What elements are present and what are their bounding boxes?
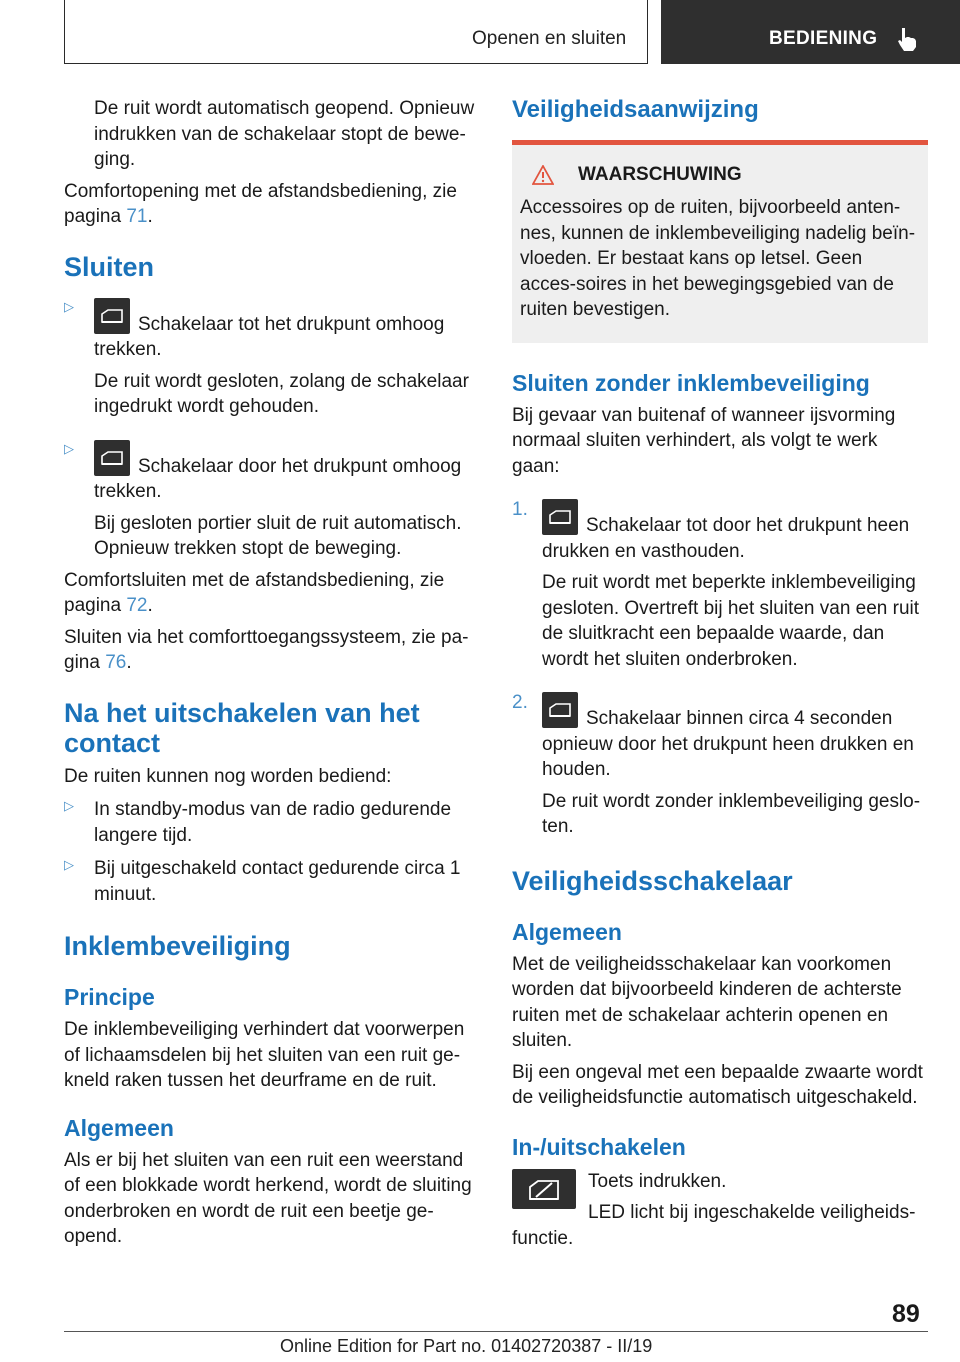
- after-off-bullet-2-text: Bij uitgeschakeld contact gedurende circa 1 minuut.: [94, 858, 461, 905]
- subheading-principe: Principe: [64, 984, 155, 1010]
- chapter-title: BEDIENING: [769, 28, 878, 49]
- after-off-intro: De ruiten kunnen nog worden bediend:: [64, 765, 392, 787]
- comfort-close-paragraph: Comfortsluiten met de afstandsbediening, zie pagina 72.: [64, 569, 445, 616]
- section-heading-safety: Veiligheidsaanwijzing: [512, 96, 759, 123]
- algemeen-text: Als er bij het sluiten van een ruit een weerstand of een blokkade wordt herkend, wordt de sluiting onderbroken en wordt de ruit een beetje ge‐opend.: [64, 1149, 472, 1247]
- footer-divider: [64, 1331, 928, 1332]
- onoff-line-3: functie.: [512, 1227, 574, 1249]
- onoff-line-2: LED licht bij ingeschakelde veiligheids‐: [588, 1202, 916, 1223]
- window-switch-icon: [94, 298, 130, 334]
- step-2-number: 2.: [512, 692, 528, 713]
- step-2-text: Schakelaar binnen circa 4 seconden opnieuw door het drukpunt heen drukken en houden.: [542, 708, 914, 780]
- subheading-algemeen: Algemeen: [64, 1114, 174, 1141]
- comfort-access-paragraph: Sluiten via het comforttoegangssysteem, zie pa‐gina 76.: [64, 626, 469, 673]
- window-switch-icon: [94, 440, 130, 476]
- bullet-triangle-icon: ▷: [64, 857, 74, 872]
- intro-paragraph: De ruit wordt automatisch geopend. Opnieuw indrukken van de schakelaar stopt de bewe‐ging.: [94, 98, 475, 170]
- step-2-sub: De ruit wordt zonder inklembeveiliging geslo‐ten.: [542, 790, 921, 837]
- warning-box: [512, 145, 928, 343]
- page-number: 89: [892, 1300, 920, 1328]
- onoff-block: [512, 1169, 928, 1252]
- bullet-triangle-icon: ▷: [64, 798, 74, 813]
- close-item-1-text: Schakelaar tot het drukpunt omhoog trekken.: [94, 313, 445, 360]
- bullet-triangle-icon: ▷: [64, 298, 74, 314]
- right-column: [512, 96, 928, 1251]
- child-lock-switch-icon: [512, 1169, 576, 1209]
- page-link-72[interactable]: 72: [126, 595, 148, 616]
- close-item-2-sub: Bij gesloten portier sluit de ruit automatisch. Opnieuw trekken stopt de beweging.: [94, 512, 462, 559]
- section-title: Openen en sluiten: [472, 28, 627, 49]
- page-link-71[interactable]: 71: [126, 206, 148, 227]
- warning-triangle-icon: [532, 165, 554, 185]
- step-2: [512, 692, 928, 840]
- step-1-sub: De ruit wordt met beperkte inklembeveiliging gesloten. Overtreft bij het sluiten van een ruit de sluitkracht een bepaalde waarde, dan wordt het sluiten onderbroken.: [542, 572, 920, 670]
- window-switch-icon: [542, 692, 578, 728]
- onoff-line-1: Toets indrukken.: [588, 1170, 727, 1192]
- after-off-bullet-1: [64, 797, 478, 848]
- step-1-text: Schakelaar tot door het drukpunt heen drukken en vasthouden.: [542, 515, 910, 562]
- after-off-bullet-2: [64, 856, 478, 907]
- comfort-close-text: Comfortsluiten met de afstandsbediening, zie pagina: [64, 569, 445, 616]
- switch-algemeen-p2: Bij een ongeval met een bepaalde zwaarte wordt de veiligheidsfunctie automatisch uitgeschakeld.: [512, 1061, 923, 1108]
- after-off-bullet-1-text: In standby-modus van de radio gedurende langere tijd.: [94, 799, 452, 846]
- close-item-2: [64, 440, 478, 562]
- comfort-open-text: Comfortopening met de afstandsbediening, zie pagina: [64, 180, 457, 227]
- subheading-onoff: In-/uitschakelen: [512, 1133, 686, 1160]
- warning-label: WAARSCHUWING: [578, 164, 742, 185]
- section-heading-sluiten: Sluiten: [64, 251, 155, 282]
- bullet-triangle-icon: ▷: [64, 440, 74, 456]
- close-item-1-sub: De ruit wordt gesloten, zolang de schakelaar ingedrukt wordt gehouden.: [94, 370, 469, 417]
- close-item-1: [64, 298, 478, 420]
- warning-text: Accessoires op de ruiten, bijvoorbeeld anten‐nes, kunnen de inklembeveiliging nadelig beïn‐vloeden. Er bestaat kans op letsel. Geen acces‐soires in het bewegingsgebied van de ruiten bevestigen.: [520, 197, 916, 320]
- page-link-76[interactable]: 76: [105, 652, 127, 673]
- chapter-tab: [661, 0, 960, 64]
- footer-edition: Online Edition for Part no. 01402720387 - II/19: [280, 1336, 653, 1356]
- subheading-switch-algemeen: Algemeen: [512, 918, 622, 945]
- window-switch-icon: [542, 499, 578, 535]
- close-item-2-text: Schakelaar door het drukpunt omhoog trekken.: [94, 455, 462, 502]
- step-1-number: 1.: [512, 499, 528, 520]
- step-1: [512, 499, 928, 672]
- warning-header: [520, 163, 920, 187]
- comfort-open-paragraph: Comfortopening met de afstandsbediening, zie pagina 71.: [64, 180, 457, 227]
- principe-text: De inklembeveiliging verhindert dat voorwerpen of lichaamsdelen bij het sluiten van een ruit ge‐kneld raken tussen het deurframe en de ruit.: [64, 1019, 465, 1091]
- switch-algemeen-p1: Met de veiligheidsschakelaar kan voorkomen worden dat bijvoorbeeld kinderen de achterste ruiten met de schakelaar achterin openen en sluiten.: [512, 953, 902, 1051]
- section-heading-after-off: Na het uitschakelen van het contact: [64, 697, 420, 758]
- page-header: [0, 0, 960, 66]
- section-heading-no-pinch: Sluiten zonder inklembeveiliging: [512, 369, 870, 396]
- comfort-access-text: Sluiten via het comforttoegangssysteem, zie pa‐gina: [64, 626, 469, 673]
- section-heading-pinch: Inklembeveiliging: [64, 931, 291, 961]
- section-heading-switch: Veiligheidsschakelaar: [512, 865, 793, 896]
- pointing-hand-icon: [897, 26, 919, 52]
- left-column: [64, 96, 478, 1250]
- no-pinch-intro: Bij gevaar van buitenaf of wanneer ijsvorming normaal sluiten verhindert, als volgt te werk gaan:: [512, 404, 896, 477]
